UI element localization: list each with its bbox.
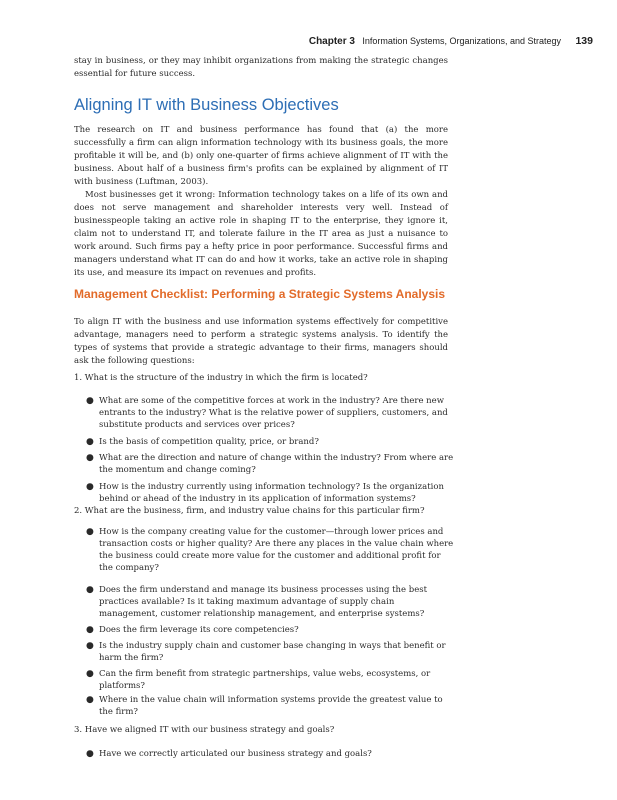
intro-paragraph-block bbox=[74, 55, 448, 81]
bullet-icon: ● bbox=[86, 453, 94, 463]
chapter-title: Information Systems, Organizations, and Strategy bbox=[362, 36, 562, 46]
bullet-icon: ● bbox=[86, 641, 94, 651]
bullet-icon: ● bbox=[86, 669, 94, 679]
bullet-item bbox=[86, 526, 454, 574]
bullet-item bbox=[86, 452, 454, 476]
bullet-item bbox=[86, 436, 454, 448]
bullet-item bbox=[86, 395, 454, 431]
bullet-text: Can the firm benefit from strategic partnerships, value webs, ecosystems, or platforms? bbox=[99, 669, 431, 691]
bullet-text: Where in the value chain will information systems provide the greatest value to the firm? bbox=[99, 695, 443, 717]
bullet-item bbox=[86, 481, 454, 505]
page-number: 139 bbox=[575, 35, 593, 47]
question-2: 2. What are the business, firm, and industry value chains for this particular firm? bbox=[74, 506, 425, 516]
running-head bbox=[200, 31, 593, 49]
bullet-text: Does the firm understand and manage its business processes using the best practices available? Is it taking maximum advantage of supply chain management, customer relationship management, and enterprise systems? bbox=[99, 585, 428, 619]
bullet-text: What are some of the competitive forces at work in the industry? Are there new entrants to the industry? What is the relative power of suppliers, customers, and substitute products and services over prices? bbox=[99, 396, 448, 430]
section-body bbox=[74, 124, 448, 280]
bullet-text: What are the direction and nature of change within the industry? From where are the momentum and change coming? bbox=[99, 453, 454, 475]
chapter-label: Chapter 3 bbox=[308, 36, 355, 47]
checklist-intro: To align IT with the business and use information systems effectively for competitive advantage, managers need to perform a strategic systems analysis. To identify the types of systems that provide a strategic advantage to their firms, managers should ask the following questions: bbox=[74, 317, 448, 366]
bullet-icon: ● bbox=[86, 585, 94, 595]
bullet-icon: ● bbox=[86, 396, 94, 406]
bullet-text: How is the company creating value for the customer—through lower prices and transaction costs or higher quality? Are there any places in the value chain where the business could create more value for the customer and additional profit for the company? bbox=[99, 527, 454, 573]
bullet-icon: ● bbox=[86, 695, 94, 705]
bullet-text: How is the industry currently using information technology? Is the organization behind or ahead of the industry in its application of information systems? bbox=[99, 482, 444, 504]
bullet-item bbox=[86, 668, 454, 692]
question-1: 1. What is the structure of the industry in which the firm is located? bbox=[74, 373, 368, 383]
section-heading: Aligning IT with Business Objectives bbox=[74, 96, 339, 114]
bullet-item bbox=[86, 694, 454, 718]
bullet-item bbox=[86, 624, 454, 636]
bullet-item bbox=[86, 748, 454, 760]
question-3: 3. Have we aligned IT with our business strategy and goals? bbox=[74, 725, 335, 735]
bullet-text: Is the industry supply chain and customer base changing in ways that benefit or harm the firm? bbox=[99, 641, 446, 663]
section-paragraph-1: The research on IT and business performance has found that (a) the more successfully a firm can align information technology with its business goals, the more profitable it will be, and (b) only one-quarter of firms achieve alignment of IT with the business. About half of a business firm's profits can be explained by alignment of IT with business (Luftman, 2003). bbox=[74, 125, 448, 187]
bullet-text: Is the basis of competition quality, price, or brand? bbox=[99, 437, 319, 447]
bullet-icon: ● bbox=[86, 749, 94, 759]
checklist-heading: Management Checklist: Performing a Strategic Systems Analysis bbox=[74, 287, 446, 301]
bullet-text: Does the firm leverage its core competencies? bbox=[99, 625, 299, 635]
bullet-item bbox=[86, 584, 454, 620]
bullet-icon: ● bbox=[86, 527, 94, 537]
bullet-text: Have we correctly articulated our business strategy and goals? bbox=[99, 749, 372, 759]
checklist-intro-block bbox=[74, 316, 448, 368]
bullet-item bbox=[86, 640, 454, 664]
bullet-icon: ● bbox=[86, 625, 94, 635]
intro-paragraph: stay in business, or they may inhibit organizations from making the strategic changes essential for future success. bbox=[74, 56, 448, 79]
section-paragraph-2: Most businesses get it wrong: Information technology takes on a life of its own and does not serve management and shareholder interests very well. Instead of businesspeople taking an active role in shaping IT to the enterprise, they ignore it, claim not to understand IT, and tolerate failure in the IT area as just a nuisance to work around. Such firms pay a hefty price in poor performance. Successful firms and managers understand what IT can do and how it works, take an active role in shaping its use, and measure its impact on revenues and profits. bbox=[74, 190, 448, 278]
bullet-icon: ● bbox=[86, 482, 94, 492]
bullet-icon: ● bbox=[86, 437, 94, 447]
